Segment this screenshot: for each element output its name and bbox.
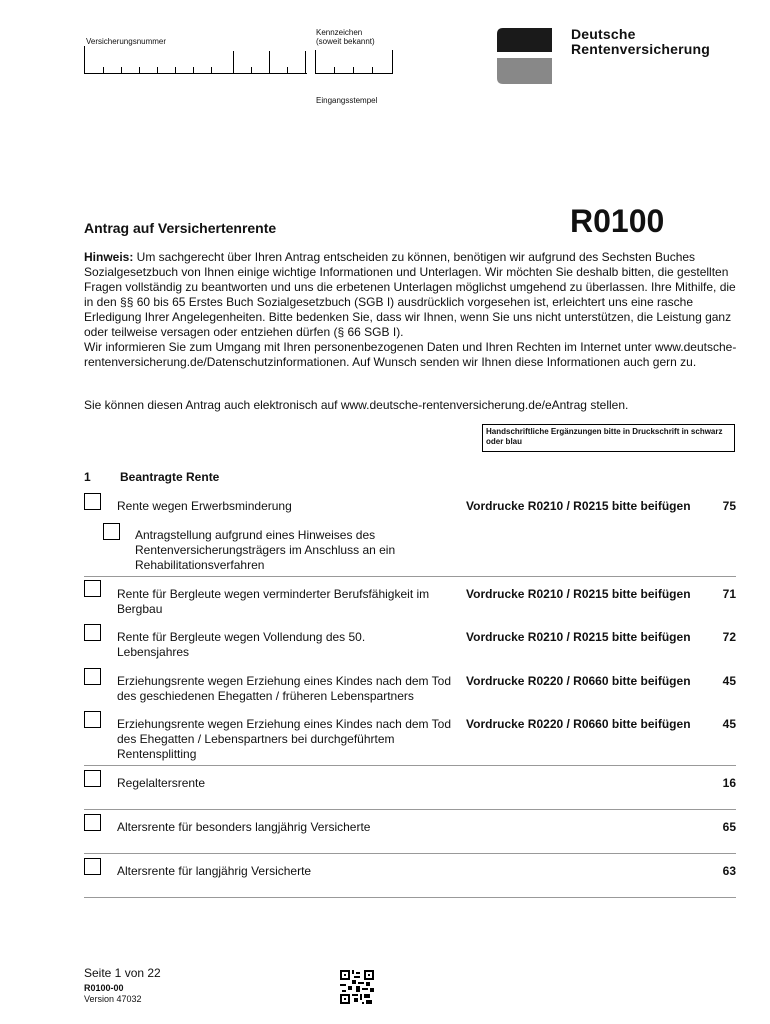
section-number: 1: [84, 470, 91, 484]
option-label: Altersrente für langjährig Versicherte: [117, 864, 312, 878]
option-code: 45: [722, 717, 736, 731]
checkbox-reha-hinweis[interactable]: [103, 523, 120, 540]
handwriting-note: Handschriftliche Ergänzungen bitte in Druckschrift in schwarz oder blau: [482, 424, 735, 452]
versicherungsnummer-label: Versicherungsnummer: [86, 37, 167, 46]
eingangsstempel-label: Eingangsstempel: [316, 96, 378, 105]
divider: [84, 809, 736, 810]
privacy-text: Wir informieren Sie zum Umgang mit Ihren personenbezogenen Daten und Ihren Rechten im Internet unter www.deutsche-rentenversicherung.de/Datenschutzinformationen. Auf Wunsch senden wir Ihnen diese Informationen auch gern zu.: [84, 340, 737, 369]
checkbox-langjaehrig[interactable]: [84, 858, 101, 875]
option-code: 16: [722, 776, 736, 790]
checkbox-regelaltersrente[interactable]: [84, 770, 101, 787]
option-requirement: Vordrucke R0210 / R0215 bitte beifügen: [466, 630, 691, 644]
option-code: 72: [722, 630, 736, 644]
brand-name: Deutsche Rentenversicherung: [571, 26, 710, 57]
divider: [84, 576, 736, 577]
page-number: Seite 1 von 22: [84, 966, 161, 980]
divider: [84, 897, 736, 898]
option-code: 45: [722, 674, 736, 688]
option-label: Antragstellung aufgrund eines Hinweises des Rentenversicherungsträgers im Anschluss an ein Rehabilitationsverfahren: [135, 528, 396, 572]
option-label: Rente für Bergleute wegen Vollendung des 50. Lebensjahres: [117, 630, 366, 659]
option-label: Erziehungsrente wegen Erziehung eines Kindes nach dem Tod des geschiedenen Ehegatten / früheren Lebenspartners: [117, 674, 451, 703]
form-code: R0100: [570, 203, 665, 239]
divider: [84, 765, 736, 766]
checkbox-erziehungsrente-geschieden[interactable]: [84, 668, 101, 685]
checkbox-bergleute-berufsfaehigkeit[interactable]: [84, 580, 101, 597]
option-code: 75: [722, 499, 736, 513]
option-label: Rente wegen Erwerbsminderung: [117, 499, 292, 513]
kennzeichen-field[interactable]: [315, 50, 393, 74]
option-label: Altersrente für besonders langjährig Versicherte: [117, 820, 371, 834]
form-version: Version 47032: [84, 994, 142, 1004]
drv-logo-icon: [497, 28, 552, 84]
option-label: Rente für Bergleute wegen verminderter Berufsfähigkeit im Bergbau: [117, 587, 430, 616]
option-label: Regelaltersrente: [117, 776, 206, 790]
form-id: R0100-00: [84, 983, 124, 993]
page-title: Antrag auf Versichertenrente: [84, 220, 277, 236]
kennzeichen-label-1: Kennzeichen: [316, 28, 363, 37]
option-label: Erziehungsrente wegen Erziehung eines Kindes nach dem Tod des Ehegatten / Lebenspartners bei durchgeführtem Rentensplitting: [117, 717, 451, 761]
hint-paragraph: Hinweis: Um sachgerecht über Ihren Antrag entscheiden zu können, benötigen wir aufgrund des Sechsten Buches Sozialgesetzbuch von Ihnen einige wichtige Informationen und Unterlagen. Wir möchten Sie deshalb bitten, die gestellten Fragen vollständig zu beantworten und uns die erbetenen Unterlagen möglichst umgehend zu überlassen. Ihre Mithilfe, die in den §§ 60 bis 65 Erstes Buch Sozialgesetzbuch (SGB I) ausdrücklich vorgesehen ist, erleichtert uns eine rasche Erledigung Ihrer Angelegenheiten. Bitte bedenken Sie, dass wir Ihnen, wenn Sie uns nicht unterstützen, die Leistung ganz oder teilweise versagen oder entziehen dürfen (§ 66 SGB I). Wir informieren Sie zum Umgang mit Ihren personenbezogenen Daten und Ihren Rechten im Internet unter www.deutsche-rentenversicherung.de/Datenschutzinformationen. Auf Wunsch senden wir Ihnen diese Informationen auch gern zu.: [84, 250, 737, 369]
checkbox-besonders-langjaehrig[interactable]: [84, 814, 101, 831]
online-application-text: Sie können diesen Antrag auch elektronisch auf www.deutsche-rentenversicherung.de/eAntrag stellen.: [84, 398, 629, 412]
checkbox-erziehungsrente-splitting[interactable]: [84, 711, 101, 728]
option-requirement: Vordrucke R0210 / R0215 bitte beifügen: [466, 587, 691, 601]
option-requirement: Vordrucke R0220 / R0660 bitte beifügen: [466, 674, 691, 688]
kennzeichen-label-2: (soweit bekannt): [316, 37, 375, 46]
option-code: 71: [722, 587, 736, 601]
option-requirement: Vordrucke R0210 / R0215 bitte beifügen: [466, 499, 691, 513]
versicherungsnummer-field[interactable]: [84, 46, 307, 74]
checkbox-erwerbsminderung[interactable]: [84, 493, 101, 510]
option-requirement: Vordrucke R0220 / R0660 bitte beifügen: [466, 717, 691, 731]
option-code: 65: [722, 820, 736, 834]
checkbox-bergleute-50[interactable]: [84, 624, 101, 641]
divider: [84, 853, 736, 854]
qr-code-icon: [340, 970, 374, 1004]
section-title: Beantragte Rente: [120, 470, 220, 484]
option-code: 63: [722, 864, 736, 878]
